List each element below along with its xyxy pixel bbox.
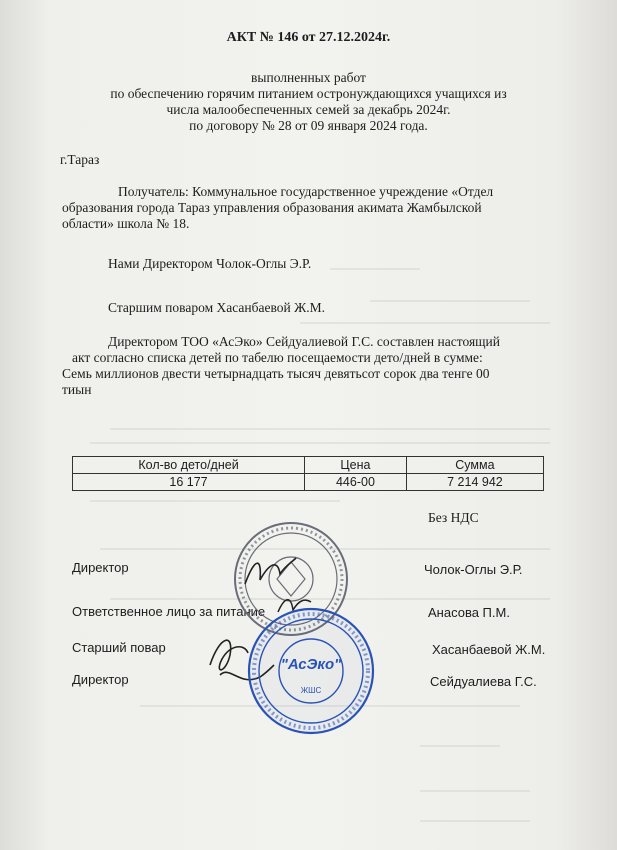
recipient-line: Получатель: Коммунальное государственное учреждение «Отдел [118,184,494,199]
signature-role: Директор [72,672,129,687]
signature-name: Чолок-Оглы Э.Р. [424,562,523,577]
table-cell-quantity: 16 177 [73,474,305,491]
bleed-through-line [90,442,550,444]
bleed-through-line [420,790,530,792]
statement-line: акт согласно списка детей по табелю посещаемости дето/дней в сумме: [72,350,483,365]
table-cell-sum: 7 214 942 [406,474,543,491]
bleed-through-line [90,500,340,502]
vat-note: Без НДС [428,510,479,525]
stamp-company-type: ЖШС [300,686,322,695]
bleed-through-line [370,300,530,302]
signature-name: Хасанбаевой Ж.М. [432,642,546,657]
signature-name: Анасова П.М. [428,605,510,620]
statement-line: Семь миллионов двести четырнадцать тысяч девятьсот сорок два тенге 00 [62,366,490,381]
bleed-through-line [330,268,420,270]
table-header-row [73,457,544,474]
signature-role: Старший повар [72,640,166,655]
table-header: Сумма [406,457,543,474]
bleed-through-line [300,322,550,324]
signature-role: Ответственное лицо за питание [72,604,266,619]
recipient-line: области» школа № 18. [62,216,190,231]
table-header: Кол-во дето/дней [73,457,305,474]
signature-name: Сейдуалиева Г.С. [430,674,537,689]
subtitle-line: числа малообеспеченных семей за декабрь 2024г. [166,102,451,117]
table-cell-price: 446-00 [305,474,407,491]
subtitle-line: по договору № 28 от 09 января 2024 года. [189,118,428,133]
table-header: Цена [305,457,407,474]
signature-role: Директор [72,560,129,575]
subtitle-line: по обеспечению горячим питанием остронуждающихся учащихся из [110,86,507,101]
summary-table [72,456,544,491]
city-label: г.Тараз [60,152,100,167]
document-title: АКТ № 146 от 27.12.2024г. [226,30,391,45]
bleed-through-line [420,745,500,747]
handwritten-signature-icon [240,552,300,592]
statement-line: Директором ТОО «АсЭко» Сейдуалиевой Г.С. составлен настоящий [108,334,501,349]
director-line: Нами Директором Чолок-Оглы Э.Р. [108,256,312,271]
recipient-line: образования города Тараз управления образования акимата Жамбылской [62,200,482,215]
bleed-through-line [110,428,550,430]
subtitle-line: выполненных работ [251,70,366,85]
stamp-company-name: "АсЭко" [280,656,342,673]
bleed-through-line [420,820,530,822]
statement-line: тиын [62,382,92,397]
table-row [73,474,544,491]
chef-line: Старшим поваром Хасанбаевой Ж.М. [108,300,325,315]
